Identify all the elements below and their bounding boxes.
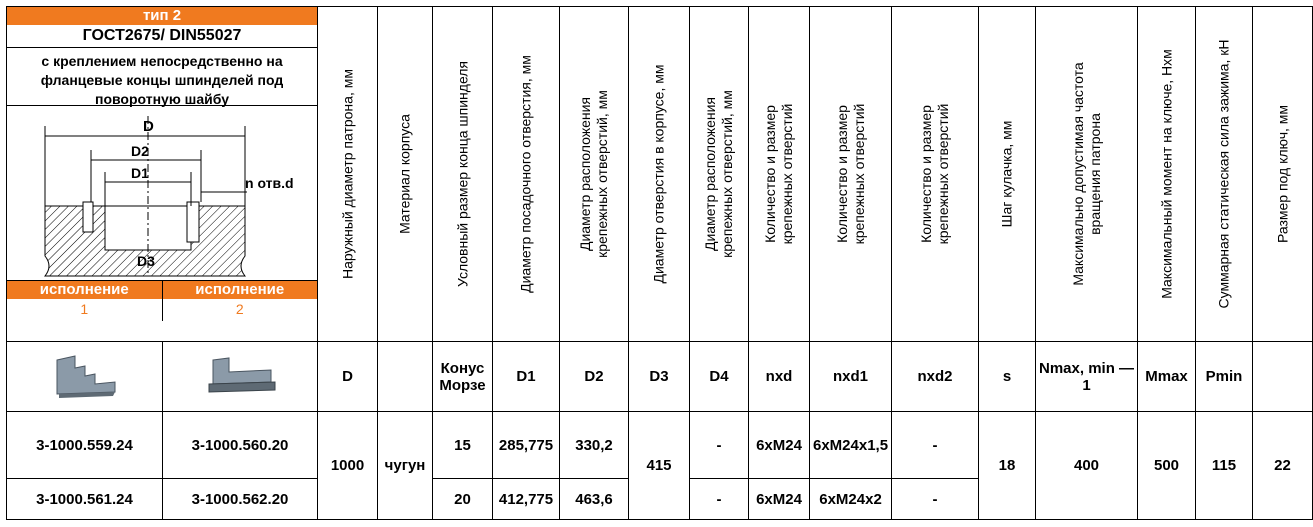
label-d: D — [143, 118, 154, 135]
jaw-1-icon — [45, 350, 125, 400]
col-header-seat-diameter: Диаметр посадочного отверстия, мм — [493, 7, 560, 342]
code-exec-2: 3-1000.562.20 — [163, 479, 318, 520]
col-header-holes-nxd1: Количество и размер крепежных отверстий — [810, 7, 892, 342]
value-morse: 20 — [433, 479, 493, 520]
header-row — [7, 7, 1313, 342]
value-mmax: 500 — [1138, 412, 1196, 520]
value-d1: 412,775 — [493, 479, 560, 520]
col-header-body-hole: Диаметр отверстия в корпусе, мм — [629, 7, 690, 342]
code-exec-1: 3-1000.559.24 — [7, 412, 163, 479]
label-d1: D1 — [131, 165, 149, 181]
symbol-d: D — [318, 342, 378, 412]
symbol-pmin: Pmin — [1196, 342, 1253, 412]
symbol-morse: Конус Морзе — [433, 342, 493, 412]
code-exec-2: 3-1000.560.20 — [163, 412, 318, 479]
type-label: тип 2 — [7, 7, 317, 25]
label-n-hole: n отв.d — [245, 175, 294, 191]
col-header-spindle-size: Условный размер конца шпинделя — [433, 7, 493, 342]
col-header-outer-diameter: Наружный диаметр патрона, мм — [318, 7, 378, 342]
symbol-nxd2: nxd2 — [892, 342, 979, 412]
symbol-nxd1: nxd1 — [810, 342, 892, 412]
left-header-block — [7, 7, 318, 342]
execution-2-number: 2 — [235, 301, 244, 317]
label-d2: D2 — [131, 143, 149, 159]
value-d4: - — [690, 412, 749, 479]
symbol-d2: D2 — [560, 342, 629, 412]
value-d1: 285,775 — [493, 412, 560, 479]
col-header-bolt-circle-d4: Диаметр расположения крепежных отверстий, мм — [690, 7, 749, 342]
value-d3: 415 — [629, 412, 690, 520]
symbol-d3: D3 — [629, 342, 690, 412]
execution-labels — [7, 281, 317, 321]
symbol-s: s — [979, 342, 1036, 412]
symbol-mmax: Mmax — [1138, 342, 1196, 412]
value-nxd2: - — [892, 412, 979, 479]
value-nxd2: - — [892, 479, 979, 520]
value-d4: - — [690, 479, 749, 520]
col-header-jaw-pitch: Шаг кулачка, мм — [979, 7, 1036, 342]
col-header-clamp-force: Суммарная статическая сила зажима, кН — [1196, 7, 1253, 342]
description: с креплением непосредственно на фланцевые концы шпинделей под поворотную шайбу — [7, 48, 317, 106]
symbol-material — [378, 342, 433, 412]
symbol-nxd: nxd — [749, 342, 810, 412]
symbol-d4: D4 — [690, 342, 749, 412]
value-d2: 463,6 — [560, 479, 629, 520]
col-header-holes-nxd2: Количество и размер крепежных отверстий — [892, 7, 979, 342]
value-d2: 330,2 — [560, 412, 629, 479]
chuck-section-drawing — [7, 106, 317, 281]
symbol-d1: D1 — [493, 342, 560, 412]
execution-2 — [162, 281, 318, 321]
value-s: 18 — [979, 412, 1036, 520]
col-header-max-rpm: Максимально допустимая частота вращения патрона — [1036, 7, 1138, 342]
value-material: чугун — [378, 412, 433, 520]
value-nxd: 6хМ24 — [749, 479, 810, 520]
symbol-key — [1253, 342, 1313, 412]
section-drawing-svg — [7, 106, 318, 280]
value-pmin: 115 — [1196, 412, 1253, 520]
col-header-max-torque: Максимальный момент на ключе, Нхм — [1138, 7, 1196, 342]
execution-2-label: исполнение — [163, 281, 318, 299]
execution-1-label: исполнение — [7, 281, 162, 299]
execution-1-number: 1 — [80, 301, 89, 317]
col-header-holes-nxd: Количество и размер крепежных отверстий — [749, 7, 810, 342]
col-header-key-size: Размер под ключ, мм — [1253, 7, 1313, 342]
spec-table — [6, 6, 1313, 520]
execution-1 — [7, 281, 162, 321]
execution-2-image — [163, 342, 318, 412]
table-row — [7, 412, 1313, 479]
execution-1-image — [7, 342, 163, 412]
jaw-2-icon — [195, 350, 285, 400]
col-header-bolt-circle-d2: Диаметр расположения крепежных отверстий, мм — [560, 7, 629, 342]
value-key: 22 — [1253, 412, 1313, 520]
value-nxd1: 6хМ24х1,5 — [810, 412, 892, 479]
value-nxd1: 6хМ24х2 — [810, 479, 892, 520]
value-nmax: 400 — [1036, 412, 1138, 520]
value-nxd: 6хМ24 — [749, 412, 810, 479]
col-header-material: Материал корпуса — [378, 7, 433, 342]
value-morse: 15 — [433, 412, 493, 479]
symbol-row — [7, 342, 1313, 412]
code-exec-1: 3-1000.561.24 — [7, 479, 163, 520]
standard-label: ГОСТ2675/ DIN55027 — [7, 25, 317, 48]
symbol-nmax: Nmax, min —1 — [1036, 342, 1138, 412]
value-d: 1000 — [318, 412, 378, 520]
label-d3: D3 — [137, 253, 155, 269]
